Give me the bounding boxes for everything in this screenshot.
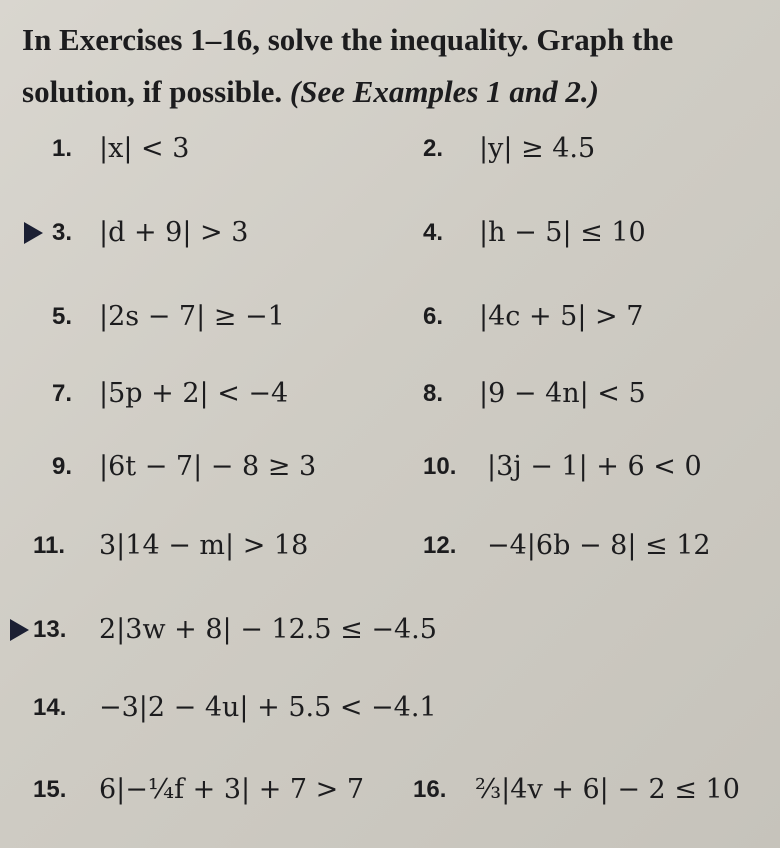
exercise-11 [33, 526, 309, 566]
instructions-line-1: In Exercises 1–16, solve the inequality. Graph the [22, 22, 674, 57]
exercise-expression: |y| ≥ 4.5 [479, 133, 596, 164]
exercise-7 [52, 374, 289, 414]
exercise-number: 5. [52, 303, 73, 330]
exercise-expression: ⅔|4v + 6| − 2 ≤ 10 [475, 774, 740, 805]
exercise-expression: 2|3w + 8| − 12.5 ≤ −4.5 [99, 614, 437, 645]
exercise-number: 15. [33, 776, 67, 803]
exercise-2 [423, 129, 596, 169]
exercise-number: 10. [423, 453, 457, 480]
exercise-number: 9. [52, 453, 73, 480]
exercise-number: 13. [33, 616, 67, 643]
exercise-12 [423, 526, 711, 566]
exercise-9 [52, 447, 317, 487]
exercise-expression: |4c + 5| > 7 [479, 301, 644, 332]
exercise-number: 14. [33, 694, 67, 721]
exercise-expression: |x| < 3 [99, 133, 190, 164]
exercise-expression: 3|14 − m| > 18 [99, 530, 309, 561]
exercise-number: 12. [423, 532, 457, 559]
exercise-4 [423, 213, 646, 253]
instructions-text: solution, if possible. [22, 74, 290, 109]
exercise-expression: |2s − 7| ≥ −1 [99, 301, 285, 332]
exercise-expression: |5p + 2| < −4 [99, 378, 289, 409]
exercise-expression: |3j − 1| + 6 < 0 [487, 451, 702, 482]
exercise-expression: |d + 9| > 3 [99, 217, 249, 248]
exercise-expression: −4|6b − 8| ≤ 12 [487, 530, 711, 561]
exercise-5 [52, 297, 285, 337]
exercise-expression: −3|2 − 4u| + 5.5 < −4.1 [99, 692, 437, 723]
highlight-arrow-icon [24, 222, 43, 244]
exercise-14 [33, 688, 437, 728]
exercise-number: 6. [423, 303, 444, 330]
highlight-arrow-icon [10, 619, 29, 641]
exercise-13 [33, 610, 437, 650]
exercise-3 [52, 213, 249, 253]
exercise-number: 1. [52, 135, 73, 162]
exercise-number: 4. [423, 219, 444, 246]
examples-reference: (See Examples 1 and 2.) [289, 74, 599, 109]
exercise-expression: 6|−¼f + 3| + 7 > 7 [99, 774, 365, 805]
exercise-6 [423, 297, 644, 337]
exercise-number: 8. [423, 380, 444, 407]
exercise-number: 7. [52, 380, 73, 407]
exercise-number: 3. [52, 219, 73, 246]
exercise-1 [52, 129, 190, 169]
exercise-16 [413, 770, 740, 810]
exercise-number: 2. [423, 135, 444, 162]
exercise-expression: |6t − 7| − 8 ≥ 3 [99, 451, 317, 482]
instructions-heading [22, 14, 762, 118]
exercise-expression: |9 − 4n| < 5 [479, 378, 646, 409]
instructions-line-2 [22, 66, 762, 118]
exercise-15 [33, 770, 365, 810]
exercise-number: 16. [413, 776, 447, 803]
exercise-expression: |h − 5| ≤ 10 [479, 217, 646, 248]
exercise-number: 11. [33, 532, 66, 559]
exercise-10 [423, 447, 702, 487]
exercise-8 [423, 374, 646, 414]
